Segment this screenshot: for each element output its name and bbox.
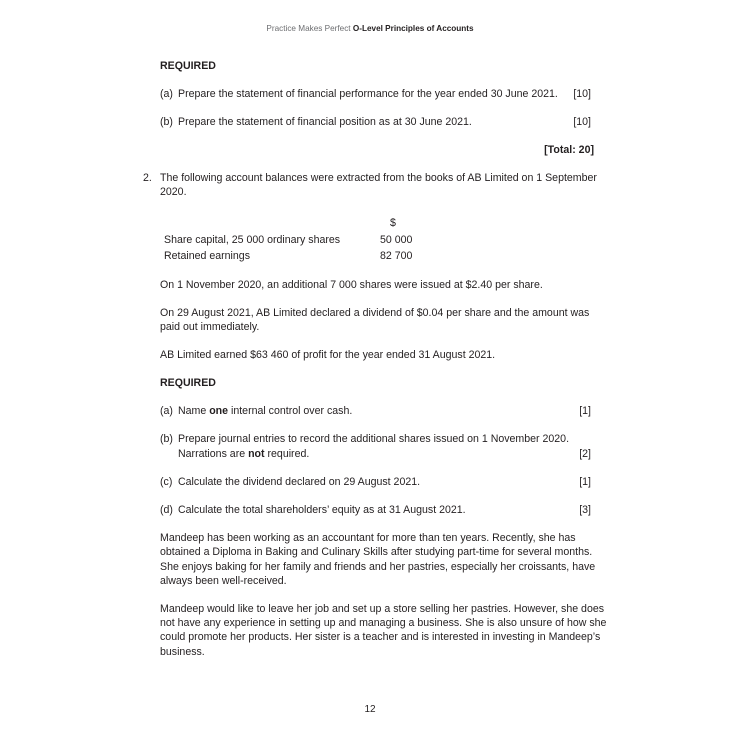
case-paragraph-line: could promote her products. Her sister is a teacher and is interested in investing in Mandeep’s: [160, 631, 601, 643]
page-number: 12: [364, 704, 376, 715]
header-prefix: Practice Makes Perfect: [266, 24, 351, 33]
case-paragraph-line: business.: [160, 646, 205, 658]
item-2a-text: Name one internal control over cash.: [178, 405, 353, 417]
question-2-intro-line2: 2020.: [160, 186, 187, 198]
item-2d-text: Calculate the total shareholders’ equity as at 31 August 2021.: [178, 504, 466, 516]
case-paragraph-line: obtained a Diploma in Baking and Culinary Skills after studying part-time for several months.: [160, 546, 593, 558]
item-2c-label: (c): [160, 476, 173, 488]
paragraph-share-issue: On 1 November 2020, an additional 7 000 shares were issued at $2.40 per share.: [160, 279, 543, 291]
item-1a-label: (a): [160, 88, 173, 100]
required-heading-2: REQUIRED: [160, 377, 216, 389]
item-2d-marks: [3]: [579, 504, 591, 516]
running-header: [0, 24, 740, 33]
case-paragraph-line: always been well-received.: [160, 575, 287, 587]
case-paragraph-line: Mandeep has been working as an accountant for more than ten years. Recently, she has: [160, 532, 576, 544]
item-2b-label: (b): [160, 433, 173, 445]
paragraph-profit: AB Limited earned $63 460 of profit for the year ended 31 August 2021.: [160, 349, 496, 361]
item-1a-text: Prepare the statement of financial performance for the year ended 30 June 2021.: [178, 88, 558, 100]
required-heading-1: REQUIRED: [160, 60, 216, 72]
currency-header: $: [390, 217, 396, 229]
item-2a-label: (a): [160, 405, 173, 417]
case-paragraph-line: not have any experience in setting up and managing a business. She is also unsure of how she: [160, 617, 607, 629]
question-2-number: 2.: [143, 172, 152, 184]
case-paragraph-line: Mandeep would like to leave her job and set up a store selling her pastries. However, she does: [160, 603, 605, 615]
header-title: O-Level Principles of Accounts: [352, 24, 474, 33]
item-2b-text-line1: Prepare journal entries to record the additional shares issued on 1 November 2020.: [178, 433, 570, 445]
item-2a-marks: [1]: [579, 405, 591, 417]
item-1b-marks: [10]: [573, 116, 591, 128]
table-row-label: Retained earnings: [164, 250, 250, 262]
question-2-intro-line1: The following account balances were extracted from the books of AB Limited on 1 September: [160, 172, 597, 184]
paragraph-dividend-line2: paid out immediately.: [160, 321, 260, 333]
item-2c-marks: [1]: [579, 476, 591, 488]
item-2c-text: Calculate the dividend declared on 29 August 2021.: [178, 476, 421, 488]
case-paragraph-line: She enjoys baking for her family and friends and her pastries, especially her croissants, have: [160, 561, 596, 573]
item-2d-label: (d): [160, 504, 173, 516]
item-1a-marks: [10]: [573, 88, 591, 100]
table-row-value: 50 000: [380, 234, 413, 246]
total-marks: [Total: 20]: [544, 144, 594, 156]
table-row-label: Share capital, 25 000 ordinary shares: [164, 234, 341, 246]
item-1b-text: Prepare the statement of financial position as at 30 June 2021.: [178, 116, 472, 128]
item-2b-marks: [2]: [579, 448, 591, 460]
table-row-value: 82 700: [380, 250, 413, 262]
item-1b-label: (b): [160, 116, 173, 128]
item-2b-text-line2: Narrations are not required.: [178, 448, 310, 460]
paragraph-dividend-line1: On 29 August 2021, AB Limited declared a dividend of $0.04 per share and the amount was: [160, 307, 590, 319]
